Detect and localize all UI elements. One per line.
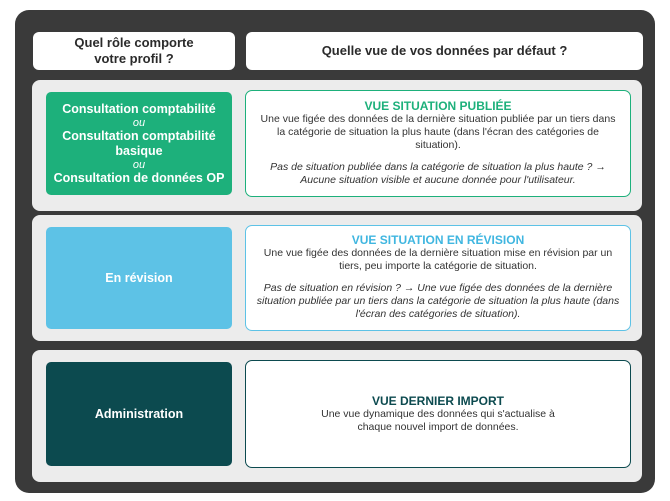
role-or-1: ou: [132, 116, 146, 129]
view-box-admin: [245, 360, 631, 468]
header-role: [33, 32, 235, 70]
view-note-revision: Pas de situation en révision ? → Une vue figée des données de la dernière situation publiée par un tiers dans la catégorie de situation la plus haute (dans l'écran des catégories de situation).: [256, 282, 620, 320]
header-role-line2: votre profil ?: [94, 51, 174, 66]
role-revision-label: En révision: [105, 270, 173, 285]
view-desc-revision: Une vue figée des données de la dernière situation mise en révision par un tiers, peu importe la catégorie de situation.: [263, 247, 613, 272]
view-title-revision: VUE SITUATION EN RÉVISION: [351, 233, 525, 247]
role-consultation-comptabilite: Consultation comptabilité: [62, 101, 216, 116]
view-desc-published: Une vue figée des données de la dernière situation publiée par un tiers dans la catégorie de situation la plus haute (dans l'écran des catégories de situation).: [260, 113, 616, 151]
role-consultation-donnees-op: Consultation de données OP: [53, 170, 225, 185]
header-view-label: Quelle vue de vos données par défaut ?: [321, 43, 568, 58]
view-title-published: VUE SITUATION PUBLIÉE: [364, 99, 512, 113]
role-box-revision: [46, 227, 232, 329]
role-box-consultation: [46, 92, 232, 195]
role-consultation-comptabilite-basique: Consultation comptabilité basique: [62, 128, 216, 158]
view-box-revision: [245, 225, 631, 331]
view-box-published: [245, 90, 631, 197]
row-revision: [32, 215, 642, 341]
view-note-published: Pas de situation publiée dans la catégorie de situation la plus haute ? → Aucune situation visible et aucune donnée pour l'utilisateur.: [270, 161, 606, 186]
diagram-frame: [15, 10, 655, 493]
role-or-2: ou: [132, 158, 146, 171]
row-published: [32, 80, 642, 211]
view-title-admin: VUE DERNIER IMPORT: [371, 394, 504, 408]
header-role-line1: Quel rôle comporte: [74, 35, 194, 50]
row-admin: [32, 350, 642, 482]
header-view: [246, 32, 643, 70]
view-desc-admin: Une vue dynamique des données qui s'actualise à chaque nouvel import de données.: [321, 408, 555, 433]
role-admin-label: Administration: [94, 406, 184, 421]
role-box-admin: [46, 362, 232, 466]
